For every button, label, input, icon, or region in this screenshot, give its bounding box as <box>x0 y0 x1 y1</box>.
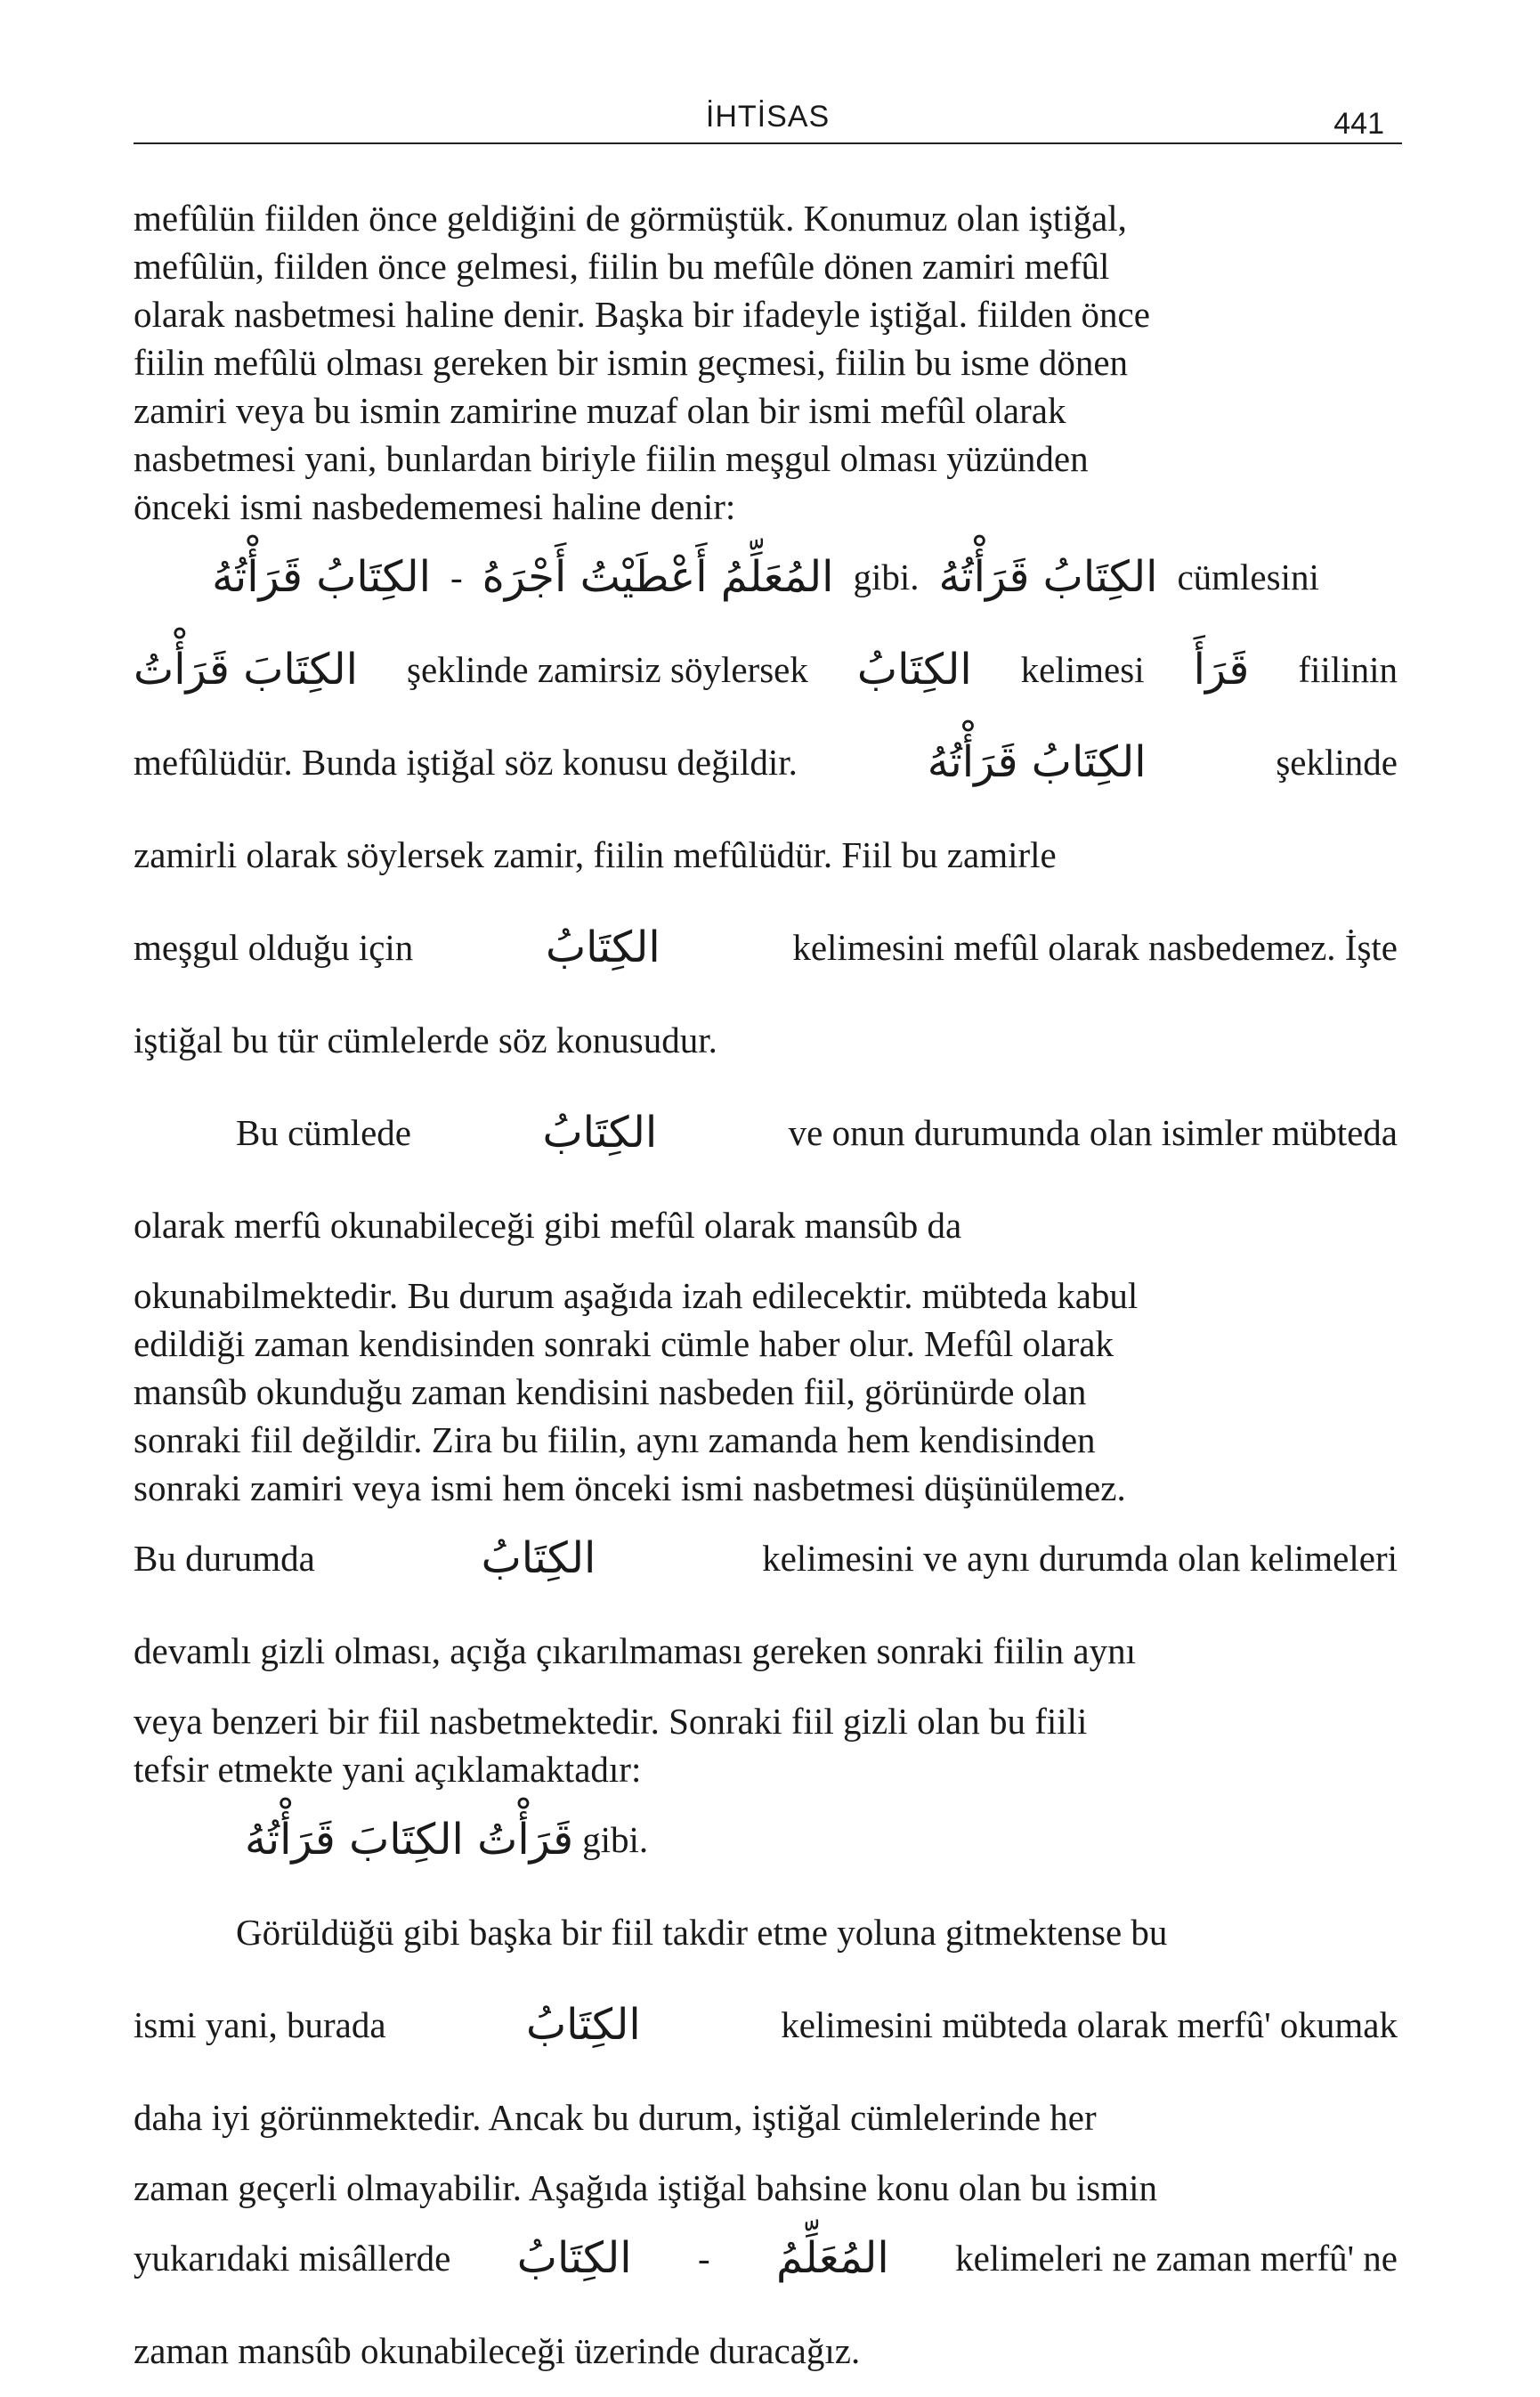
arabic-example-line <box>134 1793 1398 1886</box>
text-line-content: iştiğal bu tür cümlelerde söz konusudur. <box>134 1020 717 1060</box>
text-line-content: tefsir etmekte yani açıklamaktadır: <box>134 1749 642 1790</box>
arabic-phrase: الكِتَابُ قَرَأْتُهُ <box>212 552 432 602</box>
dash: - <box>697 2238 710 2279</box>
text-line-content: edildiği zaman kendisinden sonraki cümle haber olur. Mefûl olarak <box>134 1323 1114 1364</box>
text-line <box>134 1697 1398 1745</box>
text-line-content: olarak merfû okunabileceği gibi mefûl olarak mansûb da <box>134 1205 962 1246</box>
running-title: İHTİSAS <box>705 100 831 134</box>
dash: - <box>450 557 463 597</box>
text-line <box>134 1179 1398 1272</box>
text-line <box>134 2164 1398 2212</box>
arabic-phrase: قَرَأْتُ الكِتَابَ قَرَأْتُهُ <box>245 1815 574 1865</box>
text-line <box>134 242 1398 290</box>
mixed-text-line <box>134 716 1398 808</box>
text-fragment: meşgul olduğu için <box>134 927 414 968</box>
arabic-word: الكِتَابُ <box>516 2233 632 2283</box>
arabic-word: الكِتَابُ <box>856 645 972 695</box>
text-fragment: Bu durumda <box>134 1538 315 1579</box>
text-fragment: kelimesini mübteda olarak merfû' okumak <box>781 2004 1398 2045</box>
text-line <box>134 1886 1398 1979</box>
text-fragment: ve onun durumunda olan isimler mübteda <box>788 1112 1398 1153</box>
text-line <box>134 2071 1398 2164</box>
gibi-word: gibi. <box>853 557 920 597</box>
mixed-text-line <box>134 1512 1398 1605</box>
text-line-content: okunabilmektedir. Bu durum aşağıda izah edilecektir. mübteda kabul <box>134 1275 1139 1316</box>
gibi-word: gibi. <box>582 1819 649 1860</box>
text-line <box>134 994 1398 1086</box>
text-line-content: fiilin mefûlü olması gereken bir ismin geçmesi, fiilin bu isme dönen <box>134 342 1129 383</box>
text-line <box>134 2304 1398 2397</box>
text-line-content: veya benzeri bir fiil nasbetmektedir. Sonraki fiil gizli olan bu fiili <box>134 1701 1088 1742</box>
text-line-content: mefûlün fiilden önce geldiğini de görmüştük. Konumuz olan iştiğal, <box>134 198 1127 239</box>
header-rule <box>134 142 1402 144</box>
text-fragment: mefûlüdür. Bunda iştiğal söz konusu değildir. <box>134 742 798 783</box>
mixed-text-line <box>134 2212 1398 2304</box>
text-line-content: zamiri veya bu ismin zamirine muzaf olan bir ismi mefûl olarak <box>134 390 1066 431</box>
arabic-word: قَرَأَ <box>1193 645 1250 695</box>
text-fragment: şeklinde zamirsiz söylersek <box>407 649 808 690</box>
text-line <box>134 1320 1398 1368</box>
text-line <box>134 194 1398 242</box>
text-line <box>134 386 1398 435</box>
text-line <box>134 1464 1398 1512</box>
text-line-content: devamlı gizli olması, açığa çıkarılmaması gereken sonraki fiilin aynı <box>134 1630 1136 1671</box>
text-fragment: Bu cümlede <box>236 1112 411 1153</box>
arabic-word: المُعَلِّمُ <box>776 2233 889 2283</box>
mixed-text-line <box>134 1086 1398 1179</box>
text-line <box>134 483 1398 531</box>
body-text <box>134 194 1398 2397</box>
text-fragment: yukarıdaki misâllerde <box>134 2238 451 2279</box>
text-line <box>134 338 1398 386</box>
arabic-phrase: الكِتَابُ قَرَأْتُهُ <box>938 552 1158 602</box>
page-header <box>134 94 1402 146</box>
text-line-content: zaman mansûb okunabileceği üzerinde duracağız. <box>134 2330 861 2371</box>
text-line-content: önceki ismi nasbedememesi haline denir: <box>134 486 736 527</box>
arabic-word: الكِتَابُ <box>481 1533 596 1583</box>
text-fragment: kelimesini mefûl olarak nasbedemez. İşte <box>792 927 1398 968</box>
text-fragment: cümlesini <box>1177 557 1319 597</box>
text-line <box>134 808 1398 901</box>
mixed-text-line <box>134 1979 1398 2071</box>
text-line <box>134 1605 1398 1697</box>
text-fragment: şeklinde <box>1276 742 1398 783</box>
text-line-content: sonraki zamiri veya ismi hem önceki ismi nasbetmesi düşünülemez. <box>134 1467 1126 1508</box>
text-line-content: nasbetmesi yani, bunlardan biriyle fiilin meşgul olması yüzünden <box>134 438 1089 479</box>
text-line-content: mansûb okunduğu zaman kendisini nasbeden fiil, görünürde olan <box>134 1371 1087 1412</box>
text-line-content: daha iyi görünmektedir. Ancak bu durum, iştiğal cümlelerinde her <box>134 2097 1097 2138</box>
text-line-content: olarak nasbetmesi haline denir. Başka bir ifadeyle iştiğal. fiilden önce <box>134 294 1150 335</box>
text-line <box>134 435 1398 483</box>
arabic-phrase: الكِتَابُ قَرَأْتُهُ <box>927 737 1147 787</box>
page-number: 441 <box>1333 107 1384 141</box>
text-fragment: kelimesi <box>1020 649 1145 690</box>
arabic-word: الكِتَابُ <box>525 2000 641 2050</box>
mixed-text-line <box>134 623 1398 716</box>
text-line <box>134 1272 1398 1320</box>
arabic-phrase: المُعَلِّمُ أَعْطَيْتُ أَجْرَهُ <box>482 552 834 602</box>
arabic-phrase: الكِتَابَ قَرَأْتُ <box>134 645 358 695</box>
text-line-content: sonraki fiil değildir. Zira bu fiilin, aynı zamanda hem kendisinden <box>134 1419 1096 1460</box>
text-line-content: zaman geçerli olmayabilir. Aşağıda iştiğal bahsine konu olan bu ismin <box>134 2167 1158 2208</box>
text-line-content: zamirli olarak söylersek zamir, fiilin mefûlüdür. Fiil bu zamirle <box>134 834 1057 875</box>
text-fragment: ismi yani, burada <box>134 2004 386 2045</box>
text-fragment: kelimesini ve aynı durumda olan kelimeleri <box>762 1538 1398 1579</box>
text-line <box>134 1745 1398 1793</box>
text-fragment: kelimeleri ne zaman merfû' ne <box>955 2238 1398 2279</box>
mixed-text-line <box>134 901 1398 994</box>
text-fragment: fiilinin <box>1298 649 1398 690</box>
text-line <box>134 290 1398 338</box>
text-line <box>134 1416 1398 1464</box>
arabic-example-line <box>134 531 1398 623</box>
arabic-word: الكِتَابُ <box>542 1108 658 1158</box>
text-line-content: mefûlün, fiilden önce gelmesi, fiilin bu mefûle dönen zamiri mefûl <box>134 246 1110 287</box>
text-line <box>134 1368 1398 1416</box>
arabic-word: الكِتَابُ <box>545 922 661 972</box>
text-line-content: Görüldüğü gibi başka bir fiil takdir etme yoluna gitmektense bu <box>236 1912 1168 1953</box>
